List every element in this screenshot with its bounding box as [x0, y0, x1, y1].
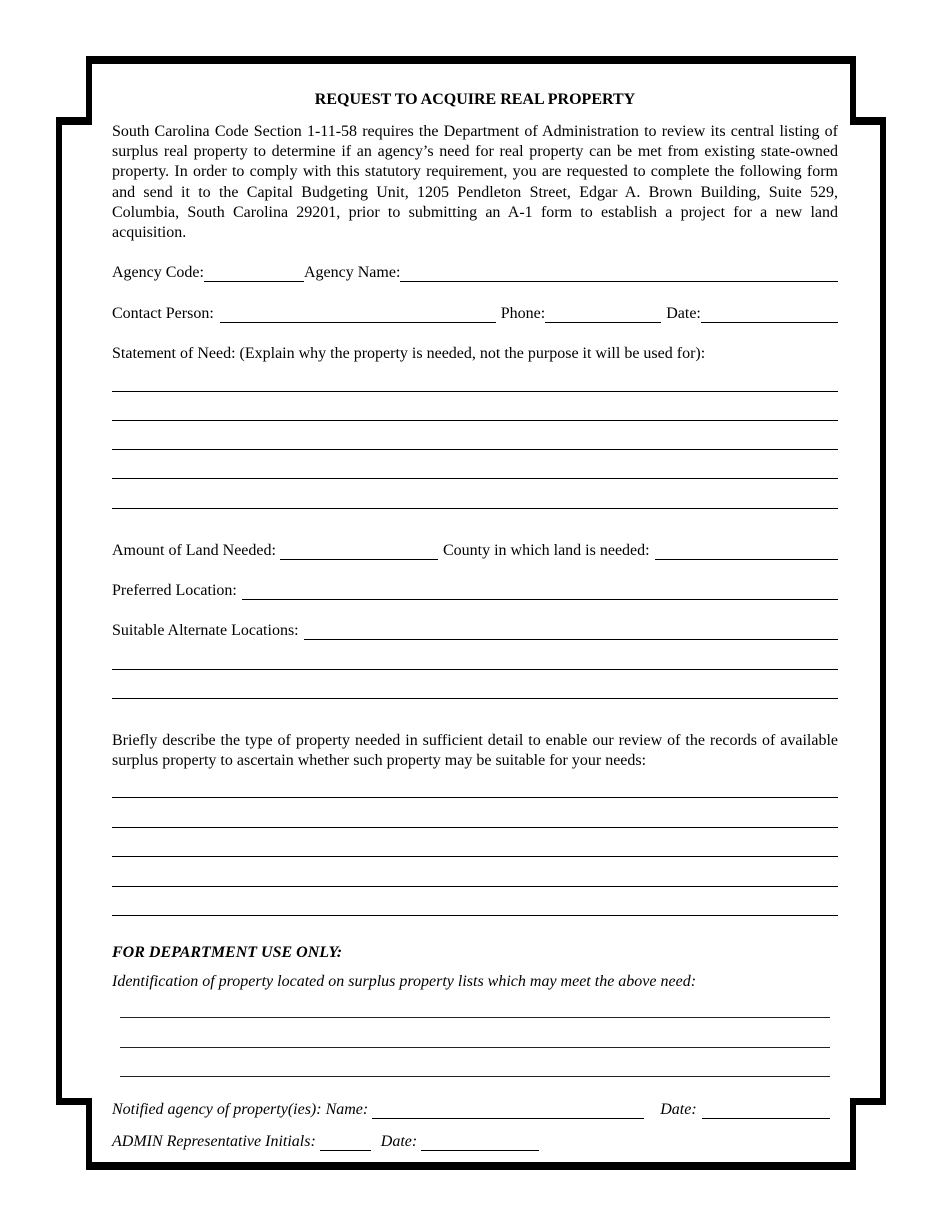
agency-name-label: Agency Name: [303, 264, 401, 281]
describe-line[interactable] [112, 915, 838, 916]
identification-line[interactable] [120, 1017, 830, 1018]
alternate-line[interactable] [112, 698, 838, 699]
preferred-location-field[interactable] [242, 585, 838, 600]
intro-paragraph: South Carolina Code Section 1-11-58 requires the Department of Administration to review its central listing of surplus real property to determine if an agency’s need for real property can be met from existing state-owned property. In order to comply with this statutory requirement, you are requested to complete the following form and send it to the Capital Budgeting Unit, 1205 Pendleton Street, Edgar A. Brown Building, Suite 529, Columbia, South Carolina 29201, prior to submitting an A-1 form to establish a project for a new land acquisition. [112, 123, 838, 242]
contact-row [112, 305, 838, 323]
describe-line[interactable] [112, 797, 838, 798]
alternate-locations-field[interactable] [304, 625, 838, 640]
statement-line[interactable] [112, 449, 838, 450]
preferred-row [112, 582, 838, 600]
notified-name-label: Notified agency of property(ies): Name: [112, 1101, 369, 1118]
agency-code-label: Agency Code: [112, 264, 204, 281]
admin-initials-label: ADMIN Representative Initials: [112, 1133, 316, 1150]
page-border [850, 1098, 856, 1170]
phone-label: Phone: [500, 305, 546, 322]
phone-field[interactable] [545, 308, 661, 323]
statement-label: Statement of Need: (Explain why the property is needed, not the purpose it will be used for): [112, 345, 706, 362]
identification-line[interactable] [120, 1076, 830, 1077]
contact-person-label: Contact Person: [112, 305, 214, 322]
county-label: County in which land is needed: [442, 542, 650, 559]
alternate-locations-label: Suitable Alternate Locations: [112, 622, 299, 639]
contact-person-field[interactable] [220, 308, 496, 323]
date-field[interactable] [701, 308, 838, 323]
page-border [86, 56, 92, 124]
statement-line[interactable] [112, 478, 838, 479]
land-row [112, 542, 838, 560]
statement-line[interactable] [112, 420, 838, 421]
amount-label: Amount of Land Needed: [112, 542, 276, 559]
admin-date-field[interactable] [421, 1136, 539, 1151]
identification-line[interactable] [120, 1047, 830, 1048]
agency-row [112, 264, 838, 282]
page-border [86, 56, 856, 64]
agency-name-field[interactable] [400, 267, 838, 282]
county-field[interactable] [655, 545, 838, 560]
agency-code-field[interactable] [204, 267, 304, 282]
describe-line[interactable] [112, 827, 838, 828]
identification-label: Identification of property located on surplus property lists which may meet the above need: [112, 973, 697, 990]
describe-label: Briefly describe the type of property needed in sufficient detail to enable our review of the records of available surplus property to ascertain whether such property may be suitable for your needs: [112, 732, 838, 770]
notified-date-field[interactable] [702, 1104, 830, 1119]
describe-line[interactable] [112, 886, 838, 887]
notified-row [112, 1101, 830, 1119]
admin-initials-field[interactable] [320, 1136, 371, 1151]
page-border [86, 1098, 92, 1170]
admin-date-label: Date: [380, 1133, 418, 1150]
page-title: REQUEST TO ACQUIRE REAL PROPERTY [314, 91, 636, 108]
admin-row [112, 1133, 838, 1151]
page-border [86, 1162, 856, 1170]
department-heading: FOR DEPARTMENT USE ONLY: [112, 944, 343, 961]
page-border [850, 56, 856, 124]
statement-line[interactable] [112, 391, 838, 392]
page-border [880, 117, 886, 1104]
alternate-row [112, 622, 838, 640]
notified-date-label: Date: [660, 1101, 697, 1118]
statement-line[interactable] [112, 508, 838, 509]
amount-field[interactable] [280, 545, 438, 560]
describe-line[interactable] [112, 856, 838, 857]
preferred-location-label: Preferred Location: [112, 582, 237, 599]
notified-name-field[interactable] [372, 1104, 644, 1119]
page-border [56, 117, 62, 1104]
alternate-line[interactable] [112, 669, 838, 670]
date-label: Date: [666, 305, 701, 322]
